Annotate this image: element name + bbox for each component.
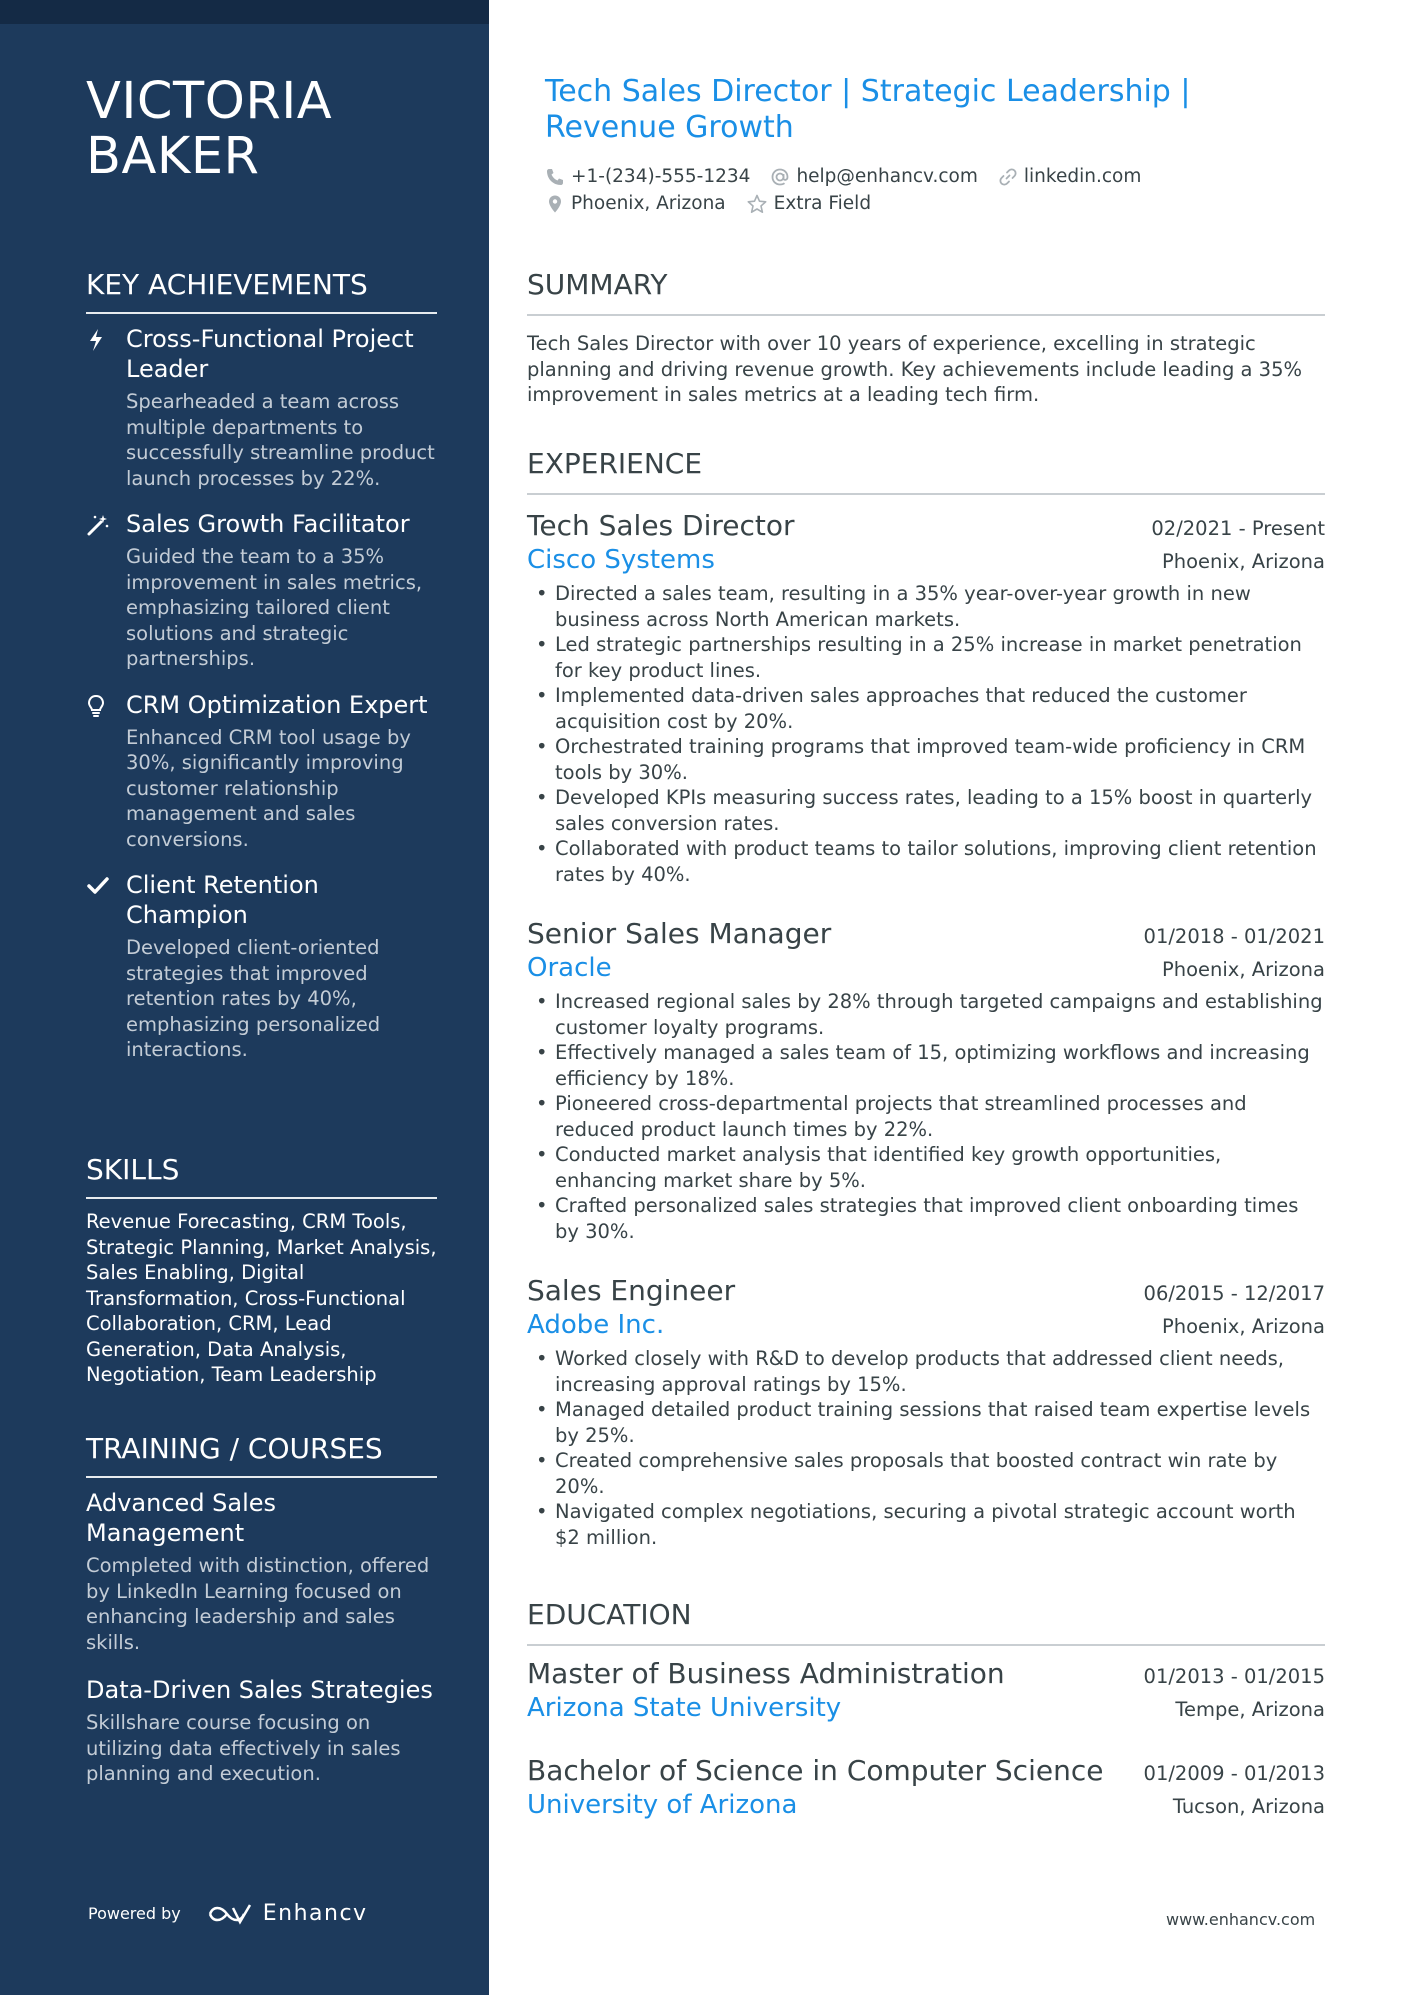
course-item <box>86 1675 437 1787</box>
job-bullet: • Pioneered cross-departmental projects that streamlined processes and reduced product launch times by 22%. <box>527 1091 1325 1142</box>
achievement-item <box>86 870 437 1063</box>
job-title: Senior Sales Manager <box>527 917 832 950</box>
email-text: help@enhancv.com <box>796 166 978 187</box>
job-bullet: • Collaborated with product teams to tailor solutions, improving client retention rates by 40%. <box>527 836 1325 887</box>
education-item <box>527 1657 1325 1725</box>
job-title: Tech Sales Director <box>527 509 795 542</box>
achievement-description: Spearheaded a team across multiple departments to successfully streamline product launch processes by 22%. <box>126 390 435 490</box>
phone-contact[interactable] <box>545 166 750 187</box>
powered-by <box>88 1901 368 1926</box>
star-icon <box>746 194 768 214</box>
lightbulb-icon <box>86 690 126 853</box>
sidebar-top-bar <box>0 0 489 24</box>
course-description: Skillshare course focusing on utilizing data effectively in sales planning and execution. <box>86 1711 401 1785</box>
job-location: Phoenix, Arizona <box>1161 1315 1325 1338</box>
skills-heading: SKILLS <box>86 1153 437 1199</box>
job-bullets <box>527 989 1325 1244</box>
job-bullets <box>527 581 1325 887</box>
enhancv-brand-name: Enhancv <box>262 1901 368 1926</box>
key-achievements-section <box>86 268 437 1081</box>
school-location: Tempe, Arizona <box>1175 1698 1325 1721</box>
skills-section <box>86 1153 437 1388</box>
experience-item <box>527 509 1325 887</box>
achievement-item <box>86 324 437 491</box>
job-location: Phoenix, Arizona <box>1161 550 1325 573</box>
job-bullet: • Effectively managed a sales team of 15, optimizing workflows and increasing efficiency by 18%. <box>527 1040 1325 1091</box>
sidebar <box>0 0 489 1995</box>
company-name[interactable]: Oracle <box>527 953 612 983</box>
company-name[interactable]: Cisco Systems <box>527 545 715 575</box>
achievement-description: Developed client-oriented strategies that improved retention rates by 40%, emphasizing personalized interactions. <box>126 936 381 1061</box>
job-bullet: • Navigated complex negotiations, securing a pivotal strategic account worth $2 million. <box>527 1499 1325 1550</box>
job-bullet: • Orchestrated training programs that improved team-wide proficiency in CRM tools by 30%. <box>527 734 1325 785</box>
job-bullet: • Directed a sales team, resulting in a 35% year-over-year growth in new business across North American markets. <box>527 581 1325 632</box>
summary-heading: SUMMARY <box>527 268 1325 316</box>
extra-field-contact <box>746 193 871 214</box>
job-bullet: • Crafted personalized sales strategies that improved client onboarding times by 30%. <box>527 1193 1325 1244</box>
degree-title: Bachelor of Science in Computer Science <box>527 1754 1104 1787</box>
checkmark-icon <box>86 870 126 1063</box>
link-icon <box>998 167 1018 187</box>
achievement-item <box>86 509 437 672</box>
education-dates: 01/2013 - 01/2015 <box>1143 1665 1325 1688</box>
key-achievements-heading: KEY ACHIEVEMENTS <box>86 268 437 314</box>
course-title: Advanced Sales Management <box>86 1489 277 1547</box>
location-text: Phoenix, Arizona <box>571 193 726 214</box>
summary-section <box>527 268 1325 408</box>
website-contact[interactable] <box>998 166 1141 187</box>
job-bullet: • Worked closely with R&D to develop products that addressed client needs, increasing approval ratings by 15%. <box>527 1346 1325 1397</box>
experience-section <box>527 447 1325 495</box>
footer-website-link[interactable]: www.enhancv.com <box>1166 1910 1316 1929</box>
course-item <box>86 1488 437 1655</box>
experience-heading: EXPERIENCE <box>527 447 1325 495</box>
headline: Tech Sales Director | Strategic Leadership | Revenue Growth <box>545 74 1191 145</box>
course-description: Completed with distinction, offered by LinkedIn Learning focused on enhancing leadership and sales skills. <box>86 1554 430 1654</box>
phone-text: +1-(234)-555-1234 <box>571 166 751 187</box>
job-bullet: • Created comprehensive sales proposals that boosted contract win rate by 20%. <box>527 1448 1325 1499</box>
achievement-item <box>86 690 437 853</box>
job-bullet: • Led strategic partnerships resulting in a 25% increase in market penetration for key product lines. <box>527 632 1325 683</box>
skills-list: Revenue Forecasting, CRM Tools, Strategic Planning, Market Analysis, Sales Enabling, Digital Transformation, Cross-Functional Collaboration, CRM, Lead Generation, Data Analysis, Negotiation, Team Leadership <box>86 1210 437 1386</box>
education-dates: 01/2009 - 01/2013 <box>1143 1762 1325 1785</box>
experience-item <box>527 1274 1325 1550</box>
training-section <box>86 1432 437 1807</box>
at-sign-icon <box>770 167 790 187</box>
experience-item <box>527 917 1325 1244</box>
job-bullet: • Conducted market analysis that identified key growth opportunities, enhancing market share by 5%. <box>527 1142 1325 1193</box>
job-dates: 06/2015 - 12/2017 <box>1143 1282 1325 1305</box>
website-text: linkedin.com <box>1023 166 1142 187</box>
job-bullet: • Managed detailed product training sessions that raised team expertise levels by 25%. <box>527 1397 1325 1448</box>
course-title: Data-Driven Sales Strategies <box>86 1676 433 1704</box>
school-name[interactable]: Arizona State University <box>527 1693 842 1723</box>
degree-title: Master of Business Administration <box>527 1657 1005 1690</box>
education-item <box>527 1754 1325 1822</box>
job-title: Sales Engineer <box>527 1274 736 1307</box>
achievement-title: Client Retention Champion <box>126 871 319 929</box>
enhancv-logo[interactable] <box>207 1901 368 1926</box>
achievement-description: Guided the team to a 35% improvement in sales metrics, emphasizing tailored client solutions and strategic partnerships. <box>126 545 423 670</box>
achievement-description: Enhanced CRM tool usage by 30%, significantly improving customer relationship management and sales conversions. <box>126 725 411 851</box>
job-bullet: • Developed KPIs measuring success rates, leading to a 15% boost in quarterly sales conversion rates. <box>527 785 1325 836</box>
enhancv-logo-icon <box>207 1902 253 1926</box>
job-bullet: • Increased regional sales by 28% through targeted campaigns and establishing customer loyalty programs. <box>527 989 1325 1040</box>
job-dates: 02/2021 - Present <box>1151 517 1325 540</box>
achievement-title: CRM Optimization Expert <box>126 690 428 719</box>
phone-icon <box>545 167 565 187</box>
magic-wand-icon <box>86 509 126 672</box>
achievement-title: Cross-Functional Project Leader <box>126 325 414 383</box>
achievement-title: Sales Growth Facilitator <box>126 510 410 538</box>
training-heading: TRAINING / COURSES <box>86 1432 437 1478</box>
school-location: Tucson, Arizona <box>1172 1795 1325 1818</box>
job-bullets <box>527 1346 1325 1550</box>
summary-text: Tech Sales Director with over 10 years of experience, excelling in strategic planning and driving revenue growth. Key achievements include leading a 35% improvement in sales metrics at a leading tech firm. <box>527 332 1303 406</box>
location-pin-icon <box>545 194 565 214</box>
contact-info <box>545 163 1325 217</box>
location-contact <box>545 193 726 214</box>
extra-field-text: Extra Field <box>773 193 872 214</box>
education-heading: EDUCATION <box>527 1598 1325 1646</box>
candidate-name: VICTORIA BAKER <box>86 72 333 186</box>
lightning-icon <box>86 324 126 491</box>
company-name[interactable]: Adobe Inc. <box>527 1310 665 1340</box>
job-bullet: • Implemented data-driven sales approaches that reduced the customer acquisition cost by 20%. <box>527 683 1325 734</box>
job-dates: 01/2018 - 01/2021 <box>1143 925 1325 948</box>
job-location: Phoenix, Arizona <box>1161 958 1325 981</box>
email-contact[interactable] <box>770 166 977 187</box>
powered-by-label: Powered by <box>88 1904 181 1923</box>
education-section <box>527 1598 1325 1646</box>
school-name[interactable]: University of Arizona <box>527 1790 798 1820</box>
